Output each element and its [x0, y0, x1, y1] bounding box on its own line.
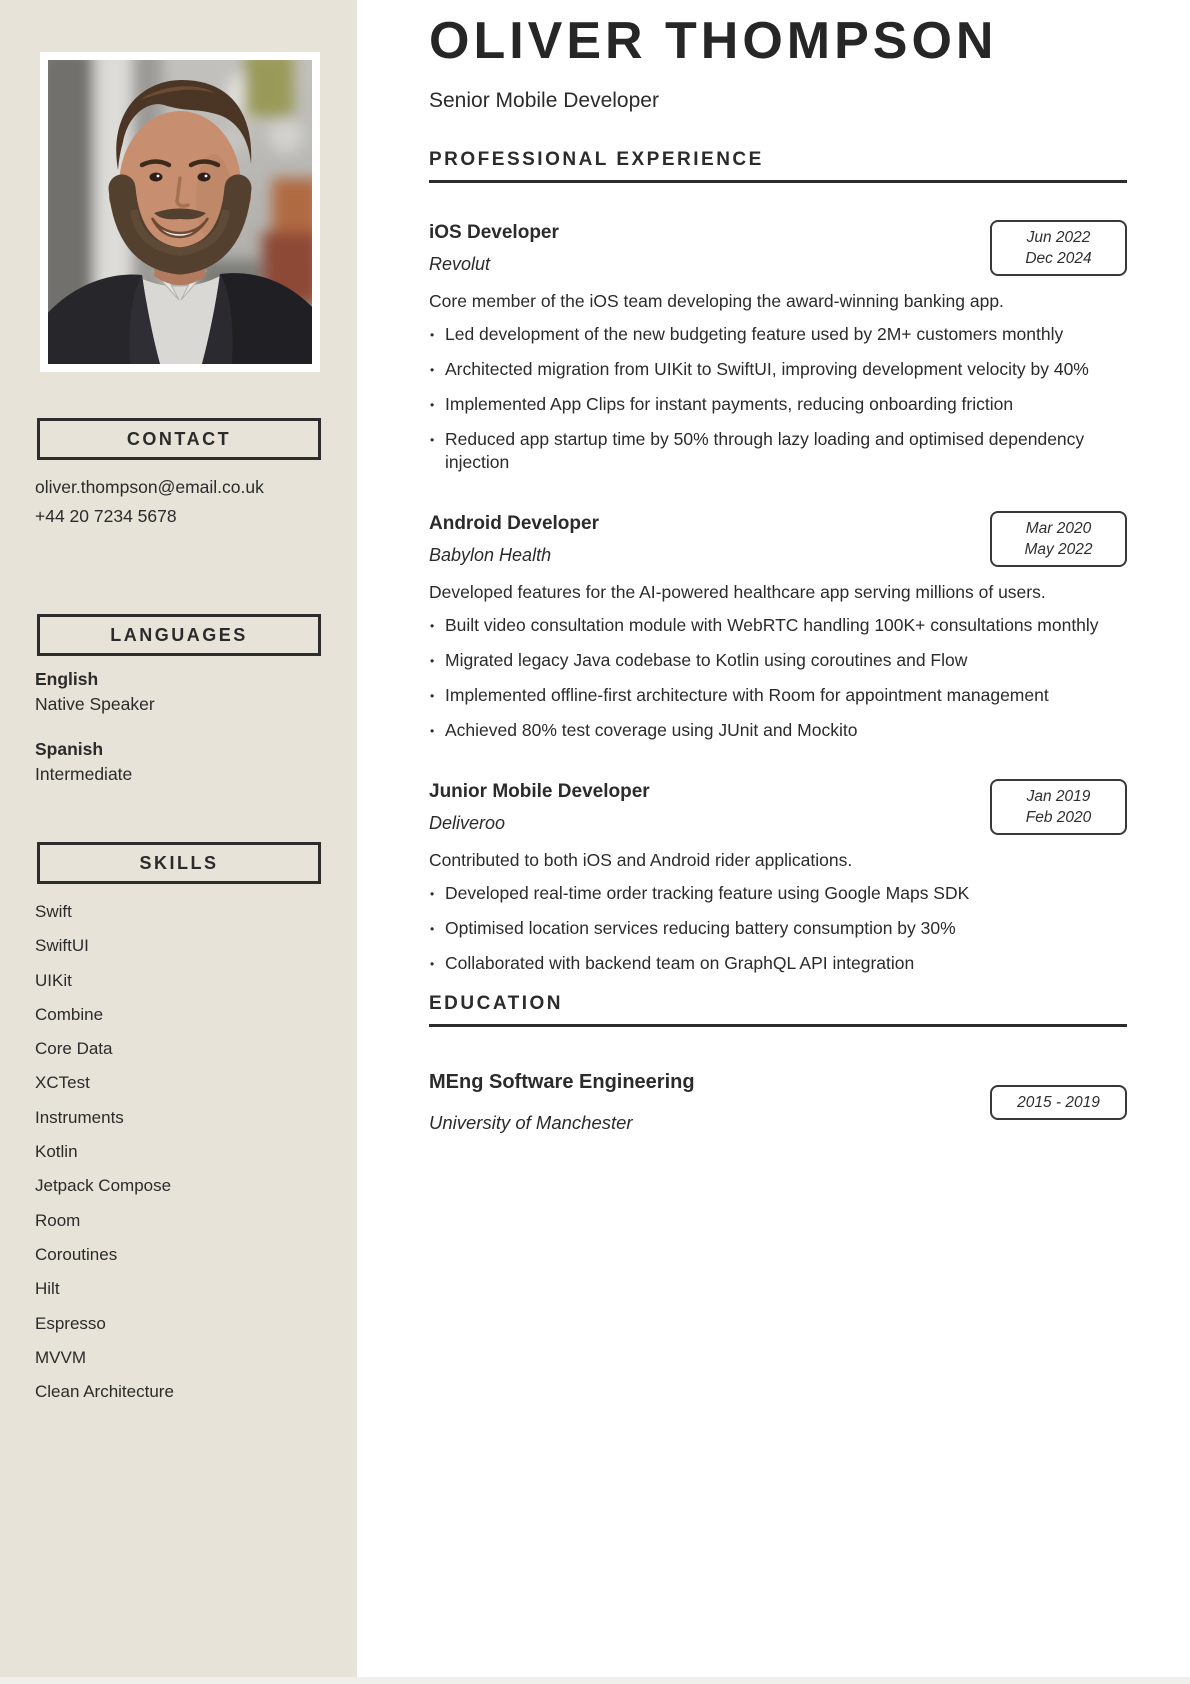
job-header-row — [429, 779, 1127, 835]
job-date-badge — [990, 511, 1127, 567]
language-level: Intermediate — [35, 764, 133, 784]
job-date-badge — [990, 779, 1127, 835]
contact-phone: +44 20 7234 5678 — [35, 506, 177, 526]
job-bullet-list — [429, 323, 1127, 474]
job-title-company — [429, 222, 559, 275]
sidebar — [0, 0, 357, 1677]
job-entry — [429, 779, 1127, 975]
contact-header-label: CONTACT — [126, 428, 232, 449]
skill-item: Espresso — [35, 1313, 106, 1333]
job-summary: Developed features for the AI-powered healthcare app serving millions of users. — [429, 582, 1046, 603]
page-bottom-edge — [0, 1677, 1190, 1684]
languages-header-label: LANGUAGES — [110, 624, 248, 645]
skill-item: UIKit — [35, 970, 72, 990]
contact-details — [35, 476, 329, 527]
skill-item: Combine — [35, 1004, 104, 1024]
job-title: iOS Developer — [429, 221, 559, 243]
job-title-subtitle: Senior Mobile Developer — [429, 89, 659, 113]
job-bullet: • Implemented App Clips for instant payments, reducing onboarding friction — [429, 393, 1127, 416]
job-bullet: • Optimised location services reducing battery consumption by 30% — [429, 917, 1127, 940]
job-bullet: • Achieved 80% test coverage using JUnit and Mockito — [429, 719, 1127, 742]
education-date-badge — [990, 1085, 1127, 1120]
education-degree: MEng Software Engineering — [429, 1071, 695, 1094]
job-date-badge — [990, 220, 1127, 276]
education-dates: 2015 - 2019 — [1017, 1094, 1100, 1112]
job-bullet-list — [429, 882, 1127, 975]
job-summary: Core member of the iOS team developing the award-winning banking app. — [429, 291, 1004, 312]
job-bullet: • Led development of the new budgeting feature used by 2M+ customers monthly — [429, 323, 1127, 346]
education-school: University of Manchester — [429, 1112, 633, 1134]
skills-list — [35, 895, 329, 1409]
job-date-end: May 2022 — [1024, 541, 1093, 559]
job-bullet: • Collaborated with backend team on GraphQL API integration — [429, 952, 1127, 975]
languages-list — [35, 669, 329, 785]
skill-item: MVVM — [35, 1347, 86, 1367]
job-bullet: • Architected migration from UIKit to SwiftUI, improving development velocity by 40% — [429, 358, 1127, 381]
portrait-photo-illustration — [48, 60, 312, 364]
skill-item: Kotlin — [35, 1142, 78, 1162]
language-entry — [35, 669, 329, 715]
skill-item: SwiftUI — [35, 936, 89, 956]
skill-item: Jetpack Compose — [35, 1176, 172, 1196]
main-column — [357, 0, 1190, 1134]
job-date-end: Feb 2020 — [1025, 809, 1092, 827]
job-summary: Contributed to both iOS and Android rider applications. — [429, 850, 853, 871]
job-company: Revolut — [429, 253, 491, 274]
contact-email: oliver.thompson@email.co.uk — [35, 477, 264, 497]
job-title-company — [429, 513, 599, 566]
skill-item: Room — [35, 1210, 81, 1230]
language-entry — [35, 739, 329, 785]
page-title: OLIVER THOMPSON — [429, 12, 998, 70]
job-bullet: • Developed real-time order tracking feature using Google Maps SDK — [429, 882, 1127, 905]
skills-section-header — [37, 842, 321, 884]
job-title: Junior Mobile Developer — [429, 780, 650, 802]
education-header-row — [429, 1071, 1127, 1134]
job-bullet: • Reduced app startup time by 50% through lazy loading and optimised dependency injection — [429, 428, 1127, 474]
skills-header-label: SKILLS — [139, 852, 219, 873]
language-name: English — [35, 669, 99, 689]
job-date-start: Mar 2020 — [1025, 520, 1092, 538]
job-date-start: Jan 2019 — [1026, 788, 1091, 806]
education-section-header: EDUCATION — [429, 993, 1127, 1027]
experience-section-header: PROFESSIONAL EXPERIENCE — [429, 149, 1127, 183]
job-header-row — [429, 220, 1127, 276]
job-bullet-list — [429, 614, 1127, 742]
languages-section-header — [37, 614, 321, 656]
job-entry — [429, 220, 1127, 474]
language-name: Spanish — [35, 739, 104, 759]
education-entry — [429, 1071, 1127, 1134]
contact-section-header — [37, 418, 321, 460]
skill-item: Core Data — [35, 1039, 113, 1059]
skill-item: Hilt — [35, 1279, 60, 1299]
job-bullet: • Built video consultation module with WebRTC handling 100K+ consultations monthly — [429, 614, 1127, 637]
skill-item: Coroutines — [35, 1244, 118, 1264]
job-header-row — [429, 511, 1127, 567]
job-title: Android Developer — [429, 512, 599, 534]
job-bullet: • Implemented offline-first architecture with Room for appointment management — [429, 684, 1127, 707]
skill-item: XCTest — [35, 1073, 90, 1093]
skill-item: Clean Architecture — [35, 1382, 174, 1402]
job-bullet: • Migrated legacy Java codebase to Kotlin using coroutines and Flow — [429, 649, 1127, 672]
skill-item: Swift — [35, 902, 72, 921]
job-company: Deliveroo — [429, 812, 506, 833]
job-entry — [429, 511, 1127, 742]
skill-item: Instruments — [35, 1107, 124, 1127]
job-title-company — [429, 781, 650, 834]
education-degree-school — [429, 1071, 695, 1134]
job-company: Babylon Health — [429, 544, 552, 565]
profile-photo — [40, 52, 320, 372]
job-date-end: Dec 2024 — [1025, 250, 1092, 268]
language-level: Native Speaker — [35, 694, 155, 714]
job-date-start: Jun 2022 — [1026, 229, 1091, 247]
